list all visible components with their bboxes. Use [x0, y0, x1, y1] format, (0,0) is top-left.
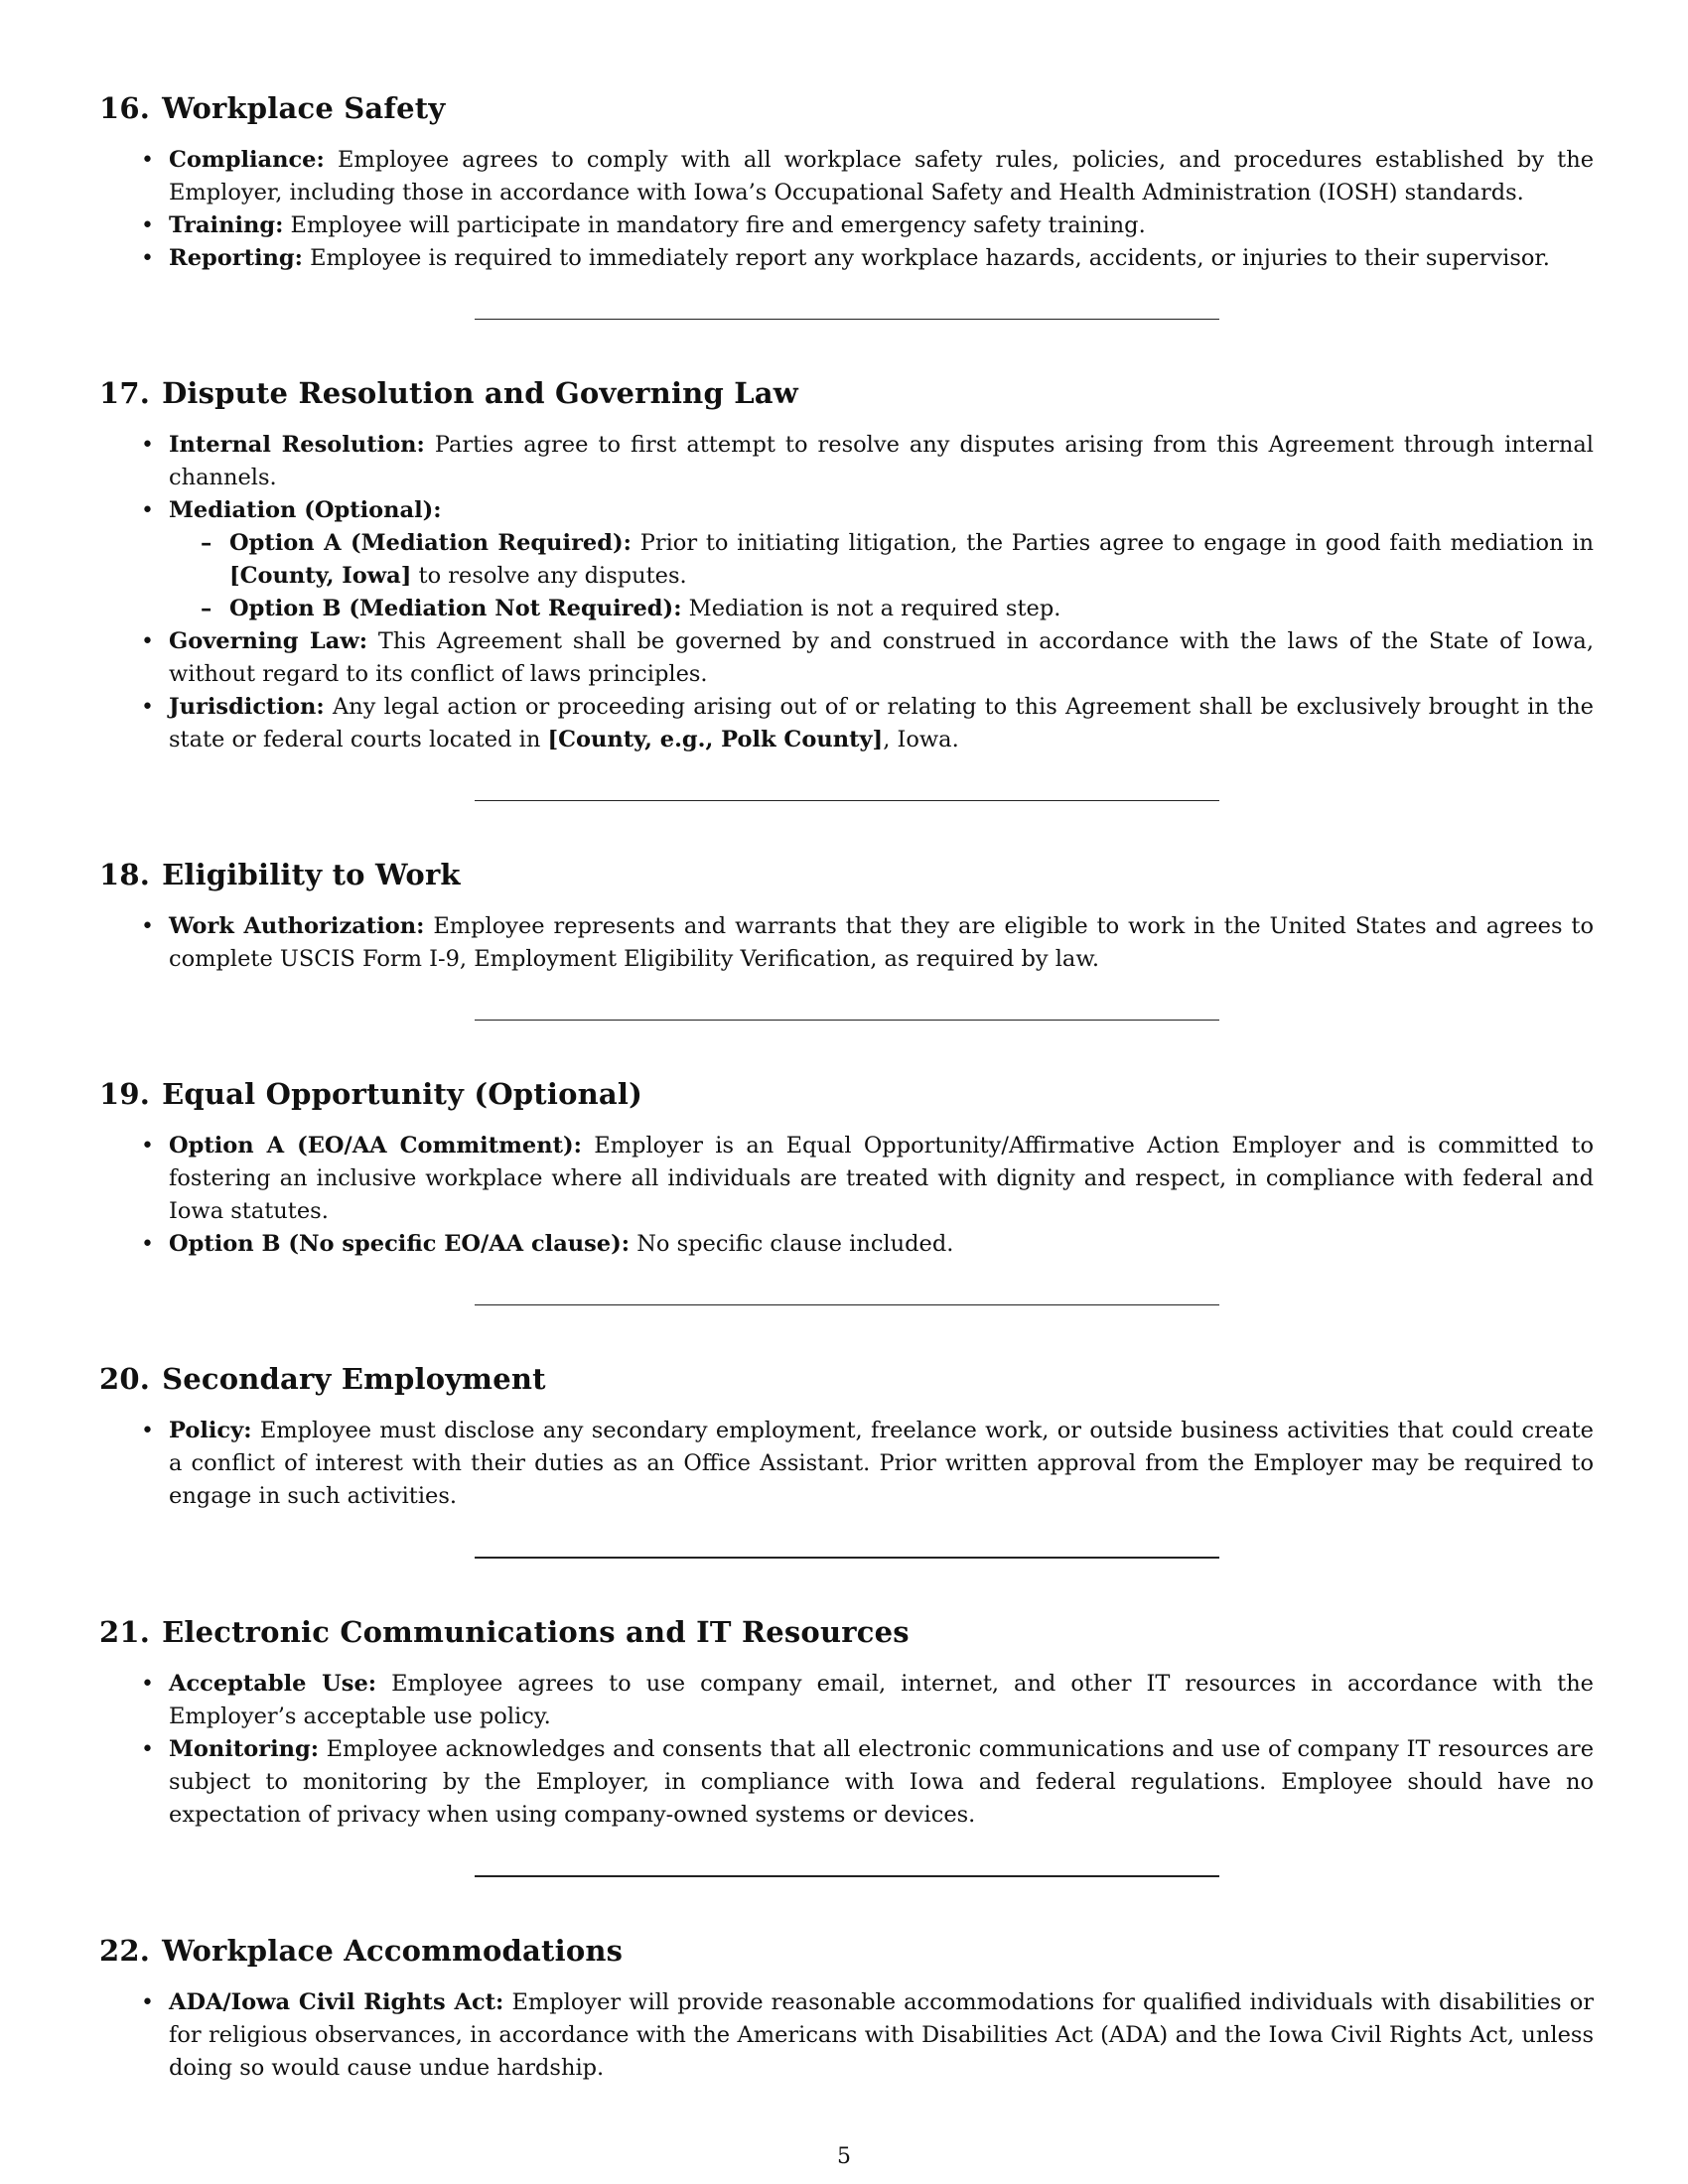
section-title: Electronic Communications and IT Resources	[162, 1615, 910, 1649]
mediation-options	[169, 527, 1594, 625]
option-term: Option A (Mediation Required):	[229, 530, 632, 556]
option-text: Mediation is not a required step.	[688, 596, 1061, 621]
clause-text: Employer is an Equal Opportunity/Affirmative Action Employer and is committed to fostering an inclusive workplace where all individuals are treated with dignity and respect, in compliance with federal and Iowa statutes.	[169, 1133, 1594, 1224]
clause-item	[169, 144, 1594, 209]
clause-term: Mediation (Optional):	[169, 497, 442, 523]
section-title: Workplace Safety	[162, 91, 446, 125]
clause-term: Jurisdiction:	[169, 694, 325, 720]
clause-text: This Agreement shall be governed by and construed in accordance with the laws of the State of Iowa, without regard to its conflict of laws principles.	[169, 628, 1594, 687]
section-number: 19.	[99, 1077, 151, 1111]
section-heading	[99, 1615, 1594, 1649]
section-number: 22.	[99, 1934, 151, 1968]
clause-item	[169, 1668, 1594, 1733]
section-number: 18.	[99, 858, 151, 891]
option-item	[229, 593, 1594, 625]
clause-item	[169, 242, 1594, 275]
clause-item	[169, 1986, 1594, 2085]
clause-item	[169, 910, 1594, 976]
section-divider	[475, 800, 1219, 801]
section-divider	[475, 1304, 1219, 1305]
page-number: 5	[837, 2144, 851, 2169]
section-heading	[99, 91, 1594, 125]
section-title: Equal Opportunity (Optional)	[162, 1077, 643, 1111]
section-heading	[99, 376, 1594, 410]
clause-text: Any legal action or proceeding arising out of or relating to this Agreement shall be exclusively brought in the state or federal courts located in	[169, 694, 1594, 752]
clause-text: Employee must disclose any secondary employment, freelance work, or outside business activities that could create a conflict of interest with their duties as an Office Assistant. Prior written approval from the Employer may be required to engage in such activities.	[169, 1418, 1594, 1509]
placeholder-county: [County, e.g., Polk County]	[547, 727, 884, 752]
clause-text: Employee acknowledges and consents that all electronic communications and use of company IT resources are subject to monitoring by the Employer, in compliance with Iowa and federal regulations. Employee should have no expectation of privacy when using company-owned systems or devices.	[169, 1736, 1595, 1828]
option-suffix: to resolve any disputes.	[411, 563, 687, 589]
clause-term: Compliance:	[169, 147, 325, 173]
section-number: 16.	[99, 91, 151, 125]
clause-list	[99, 1130, 1594, 1261]
clause-term: Monitoring:	[169, 1736, 320, 1762]
clause-text: Parties agree to first attempt to resolve any disputes arising from this Agreement through internal channels.	[169, 432, 1594, 490]
clause-text: Employee agrees to comply with all workplace safety rules, policies, and procedures established by the Employer, including those in accordance with Iowa’s Occupational Safety and Health Administration (IOSH) standards.	[169, 147, 1595, 205]
clause-item	[169, 691, 1594, 756]
clause-list	[99, 1415, 1594, 1513]
section-heading	[99, 1362, 1594, 1396]
section-title: Eligibility to Work	[162, 858, 461, 891]
section-number: 20.	[99, 1362, 151, 1396]
section-20	[99, 1362, 1594, 1559]
clause-list	[99, 910, 1594, 976]
clause-suffix: , Iowa.	[883, 727, 959, 752]
section-title: Secondary Employment	[162, 1362, 546, 1396]
clause-term: Option A (EO/AA Commitment):	[169, 1133, 582, 1159]
clause-text: Employee is required to immediately report any workplace hazards, accidents, or injuries to their supervisor.	[310, 245, 1550, 271]
clause-list	[99, 144, 1594, 275]
clause-item	[169, 1228, 1594, 1261]
clause-text: Employer will provide reasonable accommodations for qualified individuals with disabilities or for religious observances, in accordance with the Americans with Disabilities Act (ADA) and the Iowa Civil Rights Act, unless doing so would cause undue hardship.	[169, 1989, 1594, 2081]
clause-term: Training:	[169, 212, 284, 238]
clause-text: Employee will participate in mandatory fire and emergency safety training.	[290, 212, 1146, 238]
section-heading	[99, 1077, 1594, 1111]
section-17	[99, 376, 1594, 801]
section-divider	[475, 1875, 1219, 1877]
section-divider	[475, 1557, 1219, 1559]
clause-term: Governing Law:	[169, 628, 368, 654]
option-item	[229, 527, 1594, 593]
clause-item	[169, 1130, 1594, 1228]
clause-text: No specific clause included.	[636, 1231, 954, 1257]
clause-term: Option B (No specific EO/AA clause):	[169, 1231, 631, 1257]
option-text: Prior to initiating litigation, the Parties agree to engage in good faith mediation in	[639, 530, 1595, 556]
section-title: Workplace Accommodations	[162, 1934, 624, 1968]
section-heading	[99, 858, 1594, 891]
clause-term: ADA/Iowa Civil Rights Act:	[169, 1989, 504, 2015]
clause-item	[169, 625, 1594, 691]
section-16	[99, 91, 1594, 320]
clause-text: Employee represents and warrants that they are eligible to work in the United States and agrees to complete USCIS Form I-9, Employment Eligibility Verification, as required by law.	[169, 913, 1594, 972]
clause-term: Policy:	[169, 1418, 252, 1443]
clause-term: Work Authorization:	[169, 913, 425, 939]
clause-item	[169, 1415, 1594, 1513]
section-18	[99, 858, 1594, 1021]
document-page	[99, 91, 1594, 2085]
clause-term: Reporting:	[169, 245, 303, 271]
clause-item	[169, 209, 1594, 242]
clause-term: Internal Resolution:	[169, 432, 425, 458]
clause-term: Acceptable Use:	[169, 1671, 377, 1697]
clause-list	[99, 1668, 1594, 1832]
clause-item	[169, 494, 1594, 625]
section-title: Dispute Resolution and Governing Law	[162, 376, 798, 410]
section-21	[99, 1615, 1594, 1877]
clause-list	[99, 1986, 1594, 2085]
placeholder-county: [County, Iowa]	[229, 563, 412, 589]
section-19	[99, 1077, 1594, 1305]
clause-list	[99, 429, 1594, 756]
section-number: 21.	[99, 1615, 151, 1649]
section-divider	[475, 319, 1219, 320]
clause-item	[169, 1733, 1594, 1832]
option-term: Option B (Mediation Not Required):	[229, 596, 682, 621]
clause-text: Employee agrees to use company email, internet, and other IT resources in accordance with the Employer’s acceptable use policy.	[169, 1671, 1594, 1729]
section-number: 17.	[99, 376, 151, 410]
section-divider	[475, 1020, 1219, 1021]
section-heading	[99, 1934, 1594, 1968]
clause-item	[169, 429, 1594, 494]
section-22	[99, 1934, 1594, 2085]
